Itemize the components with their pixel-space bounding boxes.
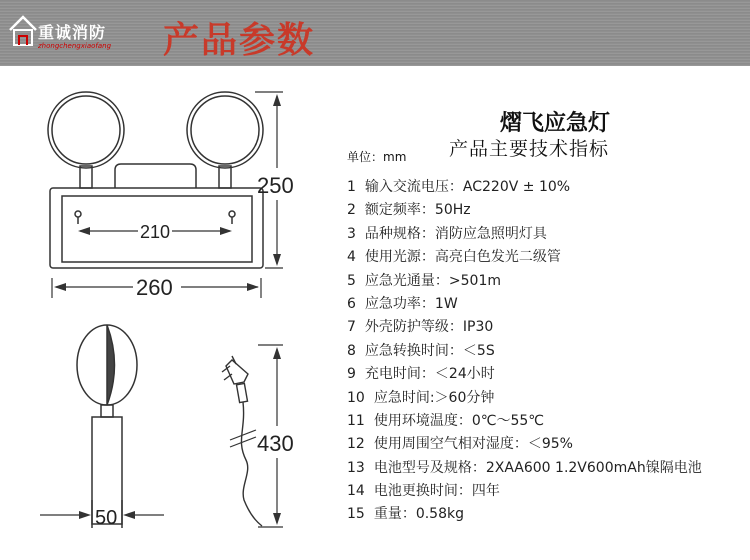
spec-item: 7 外壳防护等级：IP30: [347, 319, 494, 336]
product-subtitle: 产品主要技术指标: [449, 138, 610, 160]
spec-item: 14 电池更换时间：四年: [347, 483, 500, 500]
spec-item: 13 电池型号及规格：2XAA600 1.2V600mAh镍隔电池: [347, 459, 702, 476]
product-title: 熠飞应急灯: [500, 111, 611, 136]
dim-430-label: 430: [257, 431, 294, 456]
house-logo-icon: [8, 14, 38, 48]
dim-250-label: 250: [257, 173, 294, 198]
logo-subtext: zhongchengxiaofang: [38, 42, 112, 50]
banner-title: 产品参数: [163, 19, 316, 61]
spec-item: 11 使用环境温度：0℃～55℃: [347, 412, 544, 429]
spec-item: 3 品种规格：消防应急照明灯具: [347, 225, 547, 242]
spec-item: 4 使用光源：高亮白色发光二级管: [347, 249, 561, 266]
spec-list: [347, 176, 711, 527]
spec-item: 9 充电时间：＜24小时: [347, 366, 495, 383]
spec-item: 5 应急光通量：>501m: [347, 272, 502, 289]
header-banner: [0, 0, 750, 66]
spec-item: 8 应急转换时间：＜5S: [347, 342, 495, 359]
unit-label: 单位：mm: [347, 150, 407, 164]
dim-210-label: 210: [140, 222, 171, 242]
spec-item: 2 额定频率：50Hz: [347, 202, 471, 219]
dim-50-label: 50: [95, 507, 118, 529]
spec-item: 10 应急时间:＞60分钟: [347, 389, 495, 406]
spec-item: 1 输入交流电压：AC220V ± 10%: [347, 179, 571, 195]
dimension-drawing: [0, 66, 345, 560]
dim-260-label: 260: [136, 275, 173, 300]
spec-item: 12 使用周围空气相对湿度：＜95%: [347, 436, 573, 453]
spec-item: 6 应急功率：1W: [347, 295, 458, 312]
logo-text: 重诚消防: [38, 23, 107, 42]
spec-item: 15 重量：0.58kg: [347, 506, 464, 523]
